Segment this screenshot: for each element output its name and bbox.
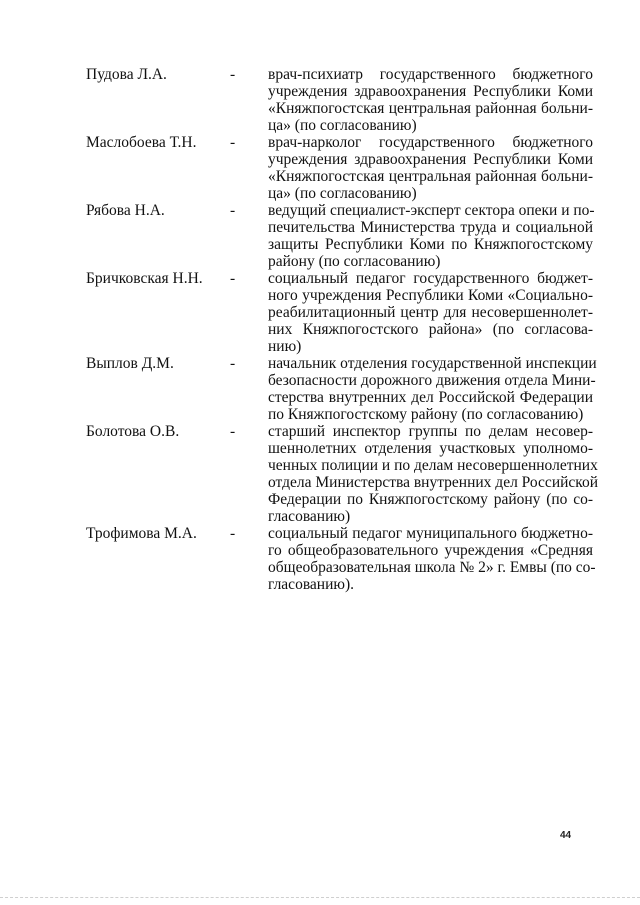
position-line: по Княжпогостскому району (по согласованию): [268, 406, 584, 423]
member-name: Рябова Н.А.: [86, 202, 165, 219]
separator-dash: -: [230, 525, 236, 542]
member-entry: [0, 270, 640, 355]
footer-rule: [0, 897, 640, 898]
member-position: [268, 355, 597, 423]
position-line: них Княжпогостского района» (по согласова-: [268, 321, 593, 338]
separator-dash: -: [230, 66, 236, 83]
position-line: ного учреждения Республики Коми «Социально-: [268, 287, 593, 304]
separator-dash: -: [230, 202, 236, 219]
position-line: врач-нарколог государственного бюджетного: [268, 134, 593, 151]
position-line: старший инспектор группы по делам несовер-: [268, 423, 593, 440]
member-name: Трофимова М.А.: [86, 525, 197, 542]
member-position: [268, 525, 596, 593]
position-line: гласованию).: [268, 576, 355, 593]
position-line: общеобразовательная школа № 2» г. Емвы (по со-: [268, 559, 596, 576]
member-entry: [0, 525, 640, 593]
position-line: ведущий специалист-эксперт сектора опеки и по-: [268, 202, 595, 219]
member-entry: [0, 423, 640, 525]
position-line: учреждения здравоохранения Республики Коми: [268, 151, 593, 168]
page-number: 44: [560, 830, 572, 841]
member-entry: [0, 202, 640, 270]
member-name: Пудова Л.А.: [86, 66, 167, 83]
position-line: социальный педагог муниципального бюджетно-: [268, 525, 593, 542]
position-line: печительства Министерства труда и социальной: [268, 219, 593, 236]
position-line: безопасности дорожного движения отдела Мини-: [268, 372, 596, 389]
position-line: стерства внутренних дел Российской Федерации: [268, 389, 593, 406]
position-line: ца» (по согласованию): [268, 185, 417, 202]
member-position: [268, 423, 599, 525]
member-position: [268, 66, 593, 134]
separator-dash: -: [230, 355, 236, 372]
position-line: гласованию): [268, 508, 351, 525]
position-line: го общеобразовательного учреждения «Средняя: [268, 542, 593, 559]
member-name: Бричковская Н.Н.: [86, 270, 203, 287]
position-line: защиты Республики Коми по Княжпогостскому: [268, 236, 593, 253]
separator-dash: -: [230, 423, 236, 440]
member-name: Маслобоева Т.Н.: [86, 134, 197, 151]
position-line: реабилитационный центр для несовершеннолет-: [268, 304, 593, 321]
member-position: [268, 134, 593, 202]
separator-dash: -: [230, 270, 236, 287]
position-line: учреждения здравоохранения Республики Коми: [268, 83, 593, 100]
member-entry: [0, 66, 640, 134]
position-line: врач-психиатр государственного бюджетного: [268, 66, 593, 83]
position-line: начальник отделения государственной инспекции: [268, 355, 597, 372]
position-line: Федерации по Княжпогостскому району (по со-: [268, 491, 593, 508]
member-name: Выплов Д.М.: [86, 355, 174, 372]
position-line: району (по согласованию): [268, 253, 441, 270]
position-line: ченных полиции и по делам несовершеннолетних: [268, 457, 598, 474]
position-line: «Княжпогостская центральная районная больни-: [268, 100, 593, 117]
member-entry: [0, 134, 640, 202]
commission-member-list: [0, 66, 640, 593]
member-position: [268, 270, 593, 355]
separator-dash: -: [230, 134, 236, 151]
position-line: «Княжпогостская центральная районная больни-: [268, 168, 593, 185]
member-entry: [0, 355, 640, 423]
position-line: ца» (по согласованию): [268, 117, 417, 134]
position-line: нию): [268, 338, 302, 355]
position-line: шеннолетних отделения участковых уполномо-: [268, 440, 593, 457]
member-position: [268, 202, 593, 270]
member-name: Болотова О.В.: [86, 423, 180, 440]
position-line: социальный педагог государственного бюджет-: [268, 270, 593, 287]
position-line: отдела Министерства внутренних дел Российской: [268, 474, 599, 491]
